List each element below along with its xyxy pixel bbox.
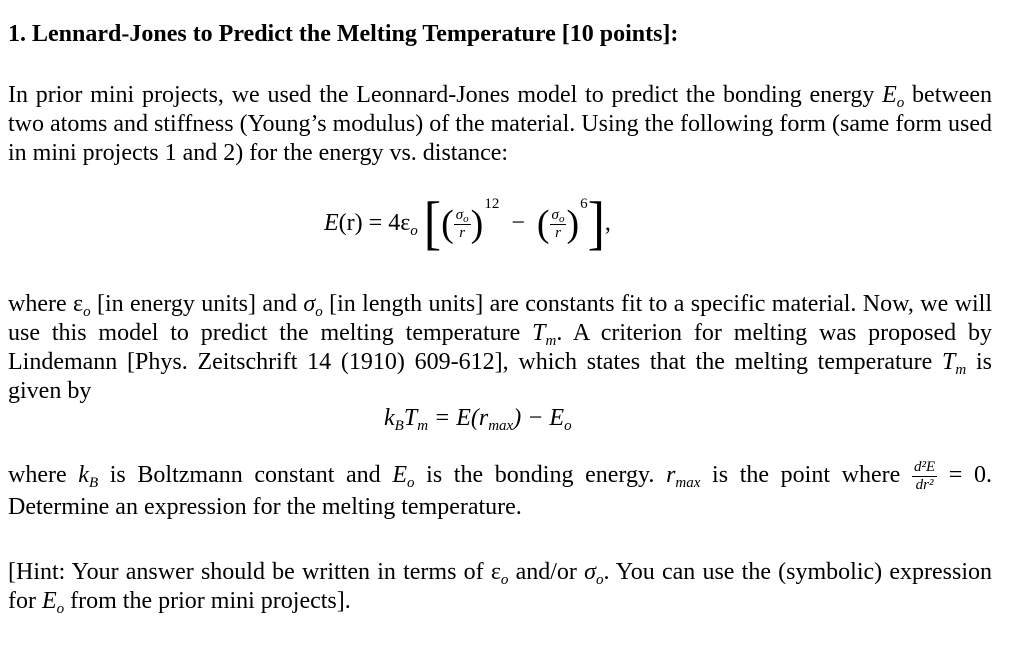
bonding-energy-symbol-2: $E_o$ [392,462,415,492]
eq1-coefficient: = 4ε [362,210,411,236]
exponent-12: 12 [484,196,500,212]
paren-open-2: ( [536,203,550,246]
eq1-minus: − [511,210,525,236]
bonding-energy-symbol: $E_o$ [882,82,905,111]
rmax-symbol: $r_{max}$ [666,462,701,492]
melting-temp-symbol: $T_m$ [532,320,557,349]
p2-text-3: [in length units] are constants fit to a specific material. Now, we will use this model to predict the melting temperature [8,291,992,346]
paren-open-1: ( [441,203,454,246]
intro-paragraph [8,81,992,168]
intro-text-1: In prior mini projects, we used the Leonnard-Jones model to predict the bonding energy [8,82,883,108]
lindemann-paragraph: where $\varepsilon_o$ [in energy units] and $\sigma_o$ [in length units] are constants fit to a specific material. Now, we will use this model to predict the melting temperature $T_m$. A criterion for melting was proposed by Lindemann [Phys. Zeitschrift 14 (1910) 609-612], which states that the melting temperature $T_m$ is given by [8,291,993,404]
lennard-jones-equation [324,191,611,266]
bonding-energy-symbol-3: $E_o$ [41,588,65,617]
paren-close-1: ) [470,203,484,246]
problem-heading: 1. Lennard-Jones to Predict the Melting Temperature [10 points]: [8,21,679,47]
right-bracket: ] [587,191,605,257]
sigma-symbol-2: $\sigma_o$ [584,559,604,588]
p2-text-5: is given by [8,349,992,404]
second-derivative-fraction: $\frac{\text{d²E}}{\text{dr²}}$ [913,459,936,493]
p2-text-4: . A criterion for melting was proposed by Lindemann [Phys. Zeitschrift 14 (1910) 609-612], which states that the melting temperature [8,320,993,375]
intro-text-2: between two atoms and stiffness (Young’s modulus) of the material. Using the following form (same form used in mini projects 1 and 2) for the energy vs. distance: [8,82,993,166]
p2-text-2: [in energy units] and [90,291,304,317]
left-bracket: [ [423,191,442,257]
exponent-6: 6 [580,196,588,212]
boltzmann-paragraph: where $k_B$ is Boltzmann constant and $E_o$ is the bonding energy. $r_{max}$ is the point where $\frac{\text{d²E}}{\text{dr²}}$ = 0. Determine an expression for the melting temperature. [8,459,992,520]
eq1-eps-sub: o [410,223,418,239]
sigma-over-r-2: $\frac{\sigma_o}{r}$ [551,206,565,241]
melting-temp-symbol-2: $T_m$ [942,349,967,378]
eq1-comma: , [604,210,611,236]
eq1-arg: (r) [338,210,363,236]
paren-close-2: ) [566,203,580,246]
eq1-lhs: E [324,210,339,236]
boltzmann-symbol: $k_B$ [78,462,99,492]
hint-paragraph: [Hint: Your answer should be written in terms of $\varepsilon_o$ and/or $\sigma_o$. You can use the (symbolic) expression for $E_o$ from the prior mini projects]. [8,559,993,617]
lindemann-equation: $k_BT_m = E(r_{max}) - E_o$ [384,405,572,434]
sigma-symbol: $\sigma_o$ [303,291,323,320]
p2-text-1: where ε [8,291,84,317]
sigma-over-r-1: $\frac{\sigma_o}{r}$ [455,206,469,241]
